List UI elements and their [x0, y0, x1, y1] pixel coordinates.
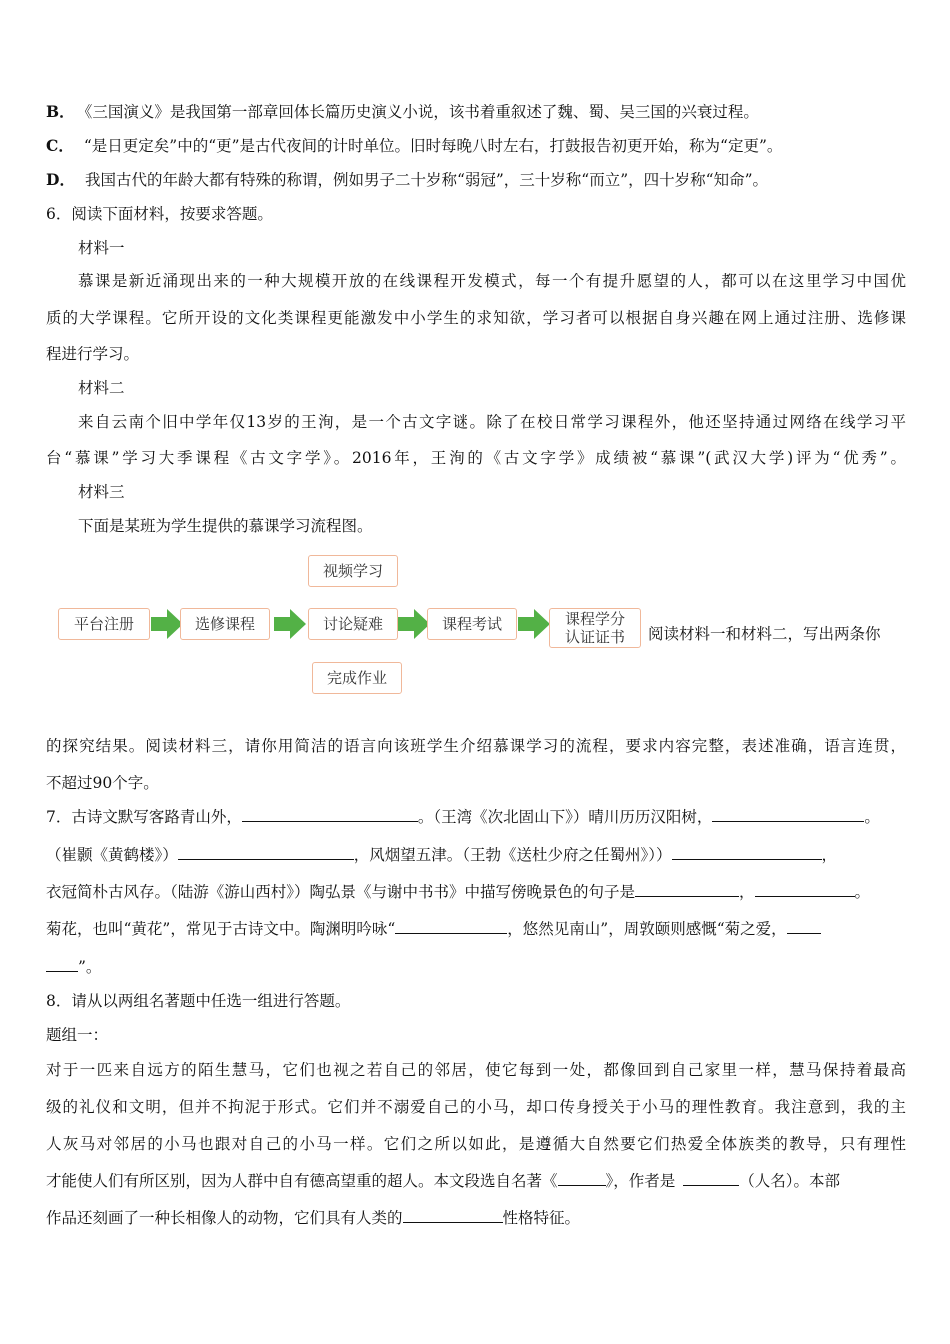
material-3-line-1: 下面是某班为学生提供的慕课学习流程图。 — [78, 517, 373, 535]
q7-text-1a: 7．古诗文默写客路青山外， — [46, 808, 242, 826]
q8-line-1: 对于一匹来自远方的陌生慧马，它们也视之若自己的邻居，使它每到一处，都像回到自己家里一样，慧马保持着最高 — [46, 1061, 906, 1079]
answer-blank[interactable] — [178, 845, 354, 860]
q7-line-5 — [46, 957, 906, 977]
answer-blank[interactable] — [787, 919, 821, 934]
flow-arrow-1 — [151, 609, 183, 639]
answer-blank[interactable] — [403, 1208, 503, 1223]
flow-arrow-2 — [274, 609, 306, 639]
answer-blank[interactable] — [46, 957, 78, 972]
q8-text-4b: 》，作者是 — [605, 1172, 676, 1190]
q6-task-line-1: 阅读材料一和材料二，写出两条你 — [648, 625, 881, 643]
flow-certificate-box — [549, 608, 641, 648]
q7-line-4 — [46, 919, 906, 939]
q6-task-line-2: 的探究结果。阅读材料三，请你用简洁的语言向该班学生介绍慕课学习的流程，要求内容完整，表述准确，语言连贯， — [46, 737, 906, 755]
q7-text-3c: 。 — [854, 883, 871, 901]
answer-blank[interactable] — [712, 807, 864, 822]
q7-line-1 — [46, 807, 906, 827]
flow-video-box: 视频学习 — [308, 555, 398, 587]
flow-exam-box: 课程考试 — [427, 608, 517, 640]
option-d-text: 我国古代的年龄大都有特殊的称谓，例如男子二十岁称“弱冠”，三十岁称“而立”，四十岁称“知命”。 — [84, 171, 769, 189]
material-2-line-1: 来自云南个旧中学年仅13岁的王洵，是一个古文字谜。除了在校日常学习课程外，他还坚持通过网络在线学习平 — [78, 413, 906, 431]
option-c — [46, 136, 906, 156]
flow-homework-box: 完成作业 — [312, 662, 402, 694]
option-b — [46, 102, 906, 122]
material-1-line-2: 质的大学课程。它所开设的文化类课程更能激发中小学生的求知欲，学习者可以根据自身兴趣在网上通过注册、选修课 — [46, 309, 906, 327]
q7-text-2c: ， — [821, 846, 838, 864]
q7-line-3 — [46, 882, 906, 902]
q6-stem: 6．阅读下面材料，按要求答题。 — [46, 205, 273, 223]
q6-task-line-3: 不超过90个字。 — [46, 774, 159, 792]
option-b-label: B． — [46, 102, 75, 121]
q7-line-2 — [46, 845, 906, 865]
q7-text-2a: （崔颢《黄鹤楼》） — [46, 846, 178, 864]
answer-blank[interactable] — [683, 1171, 739, 1186]
q7-text-3a: 衣冠简朴古风存。（陆游《游山西村》）陶弘景《与谢中书书》中描写傍晚景色的句子是 — [46, 883, 636, 901]
material-1-line-3: 程进行学习。 — [46, 345, 140, 363]
option-c-label: C． — [46, 136, 74, 155]
option-d — [46, 170, 906, 190]
answer-blank[interactable] — [558, 1171, 606, 1186]
material-1-title: 材料一 — [78, 239, 125, 257]
q8-line-3: 人灰马对邻居的小马也跟对自己的小马一样。它们之所以如此，是遵循大自然要它们热爱全体族类的教导，只有理性 — [46, 1135, 906, 1153]
q8-group-title: 题组一： — [46, 1026, 109, 1044]
flow-arrow-4 — [518, 609, 550, 639]
option-d-label: D． — [46, 170, 75, 189]
flow-elective-box: 选修课程 — [180, 608, 270, 640]
q8-text-5b: 性格特征。 — [502, 1209, 581, 1227]
q8-stem: 8．请从以两组名著题中任选一组进行答题。 — [46, 992, 351, 1010]
material-2-title: 材料二 — [78, 379, 125, 397]
material-2-line-2: 台“慕课”学习大季课程《古文字学》。2016年，王洵的《古文字学》成绩被“慕课”(武汉大学)评为“优秀”。 — [46, 449, 906, 467]
answer-blank[interactable] — [672, 845, 822, 860]
material-3-title: 材料三 — [78, 483, 125, 501]
q8-line-4 — [46, 1171, 906, 1191]
q8-line-5 — [46, 1208, 906, 1228]
q8-text-4c: （人名）。本部 — [739, 1172, 841, 1190]
answer-blank[interactable] — [395, 919, 507, 934]
q7-text-4b: ，悠然见南山”，周敦颐则感慨“菊之爱， — [507, 920, 787, 938]
material-1-line-1: 慕课是新近涌现出来的一种大规模开放的在线课程开发模式，每一个有提升愿望的人，都可以在这里学习中国优 — [78, 272, 906, 290]
flow-cert-line-2: 认证证书 — [564, 628, 625, 646]
q8-line-2: 级的礼仪和文明，但并不拘泥于形式。它们并不溺爱自己的小马，却口传身授关于小马的理性教育。我注意到，我的主 — [46, 1098, 906, 1116]
q7-text-1b: 。（王湾《次北固山下》）晴川历历汉阳树， — [417, 808, 713, 826]
q7-text-5a: ”。 — [78, 958, 102, 976]
flow-cert-line-1: 课程学分 — [564, 610, 625, 628]
answer-blank[interactable] — [242, 807, 418, 822]
option-c-text: “是日更定矣”中的“更”是古代夜间的计时单位。旧时每晚八时左右，打鼓报告初更开始，称为“定更”。 — [83, 137, 783, 155]
q7-text-1c: 。 — [864, 808, 880, 826]
q7-text-2b: ，风烟望五津。（王勃《送杜少府之任蜀州》）） — [353, 846, 672, 864]
q8-text-4a: 才能使人们有所区别，因为人群中自有德高望重的超人。本文段选自名著《 — [46, 1172, 558, 1190]
q7-text-4a: 菊花，也叫“黄花”，常见于古诗文中。陶渊明吟咏“ — [46, 920, 396, 938]
flow-discuss-box: 讨论疑难 — [308, 608, 398, 640]
flow-arrow-3 — [398, 609, 430, 639]
answer-blank[interactable] — [755, 882, 855, 897]
q8-text-5a: 作品还刻画了一种长相像人的动物，它们具有人类的 — [46, 1209, 403, 1227]
flow-register-box: 平台注册 — [58, 608, 150, 640]
answer-blank[interactable] — [635, 882, 739, 897]
q7-text-3b: ， — [739, 883, 755, 901]
option-b-text: 《三国演义》是我国第一部章回体长篇历史演义小说，该书着重叙述了魏、蜀、吴三国的兴衰过程。 — [84, 103, 759, 121]
